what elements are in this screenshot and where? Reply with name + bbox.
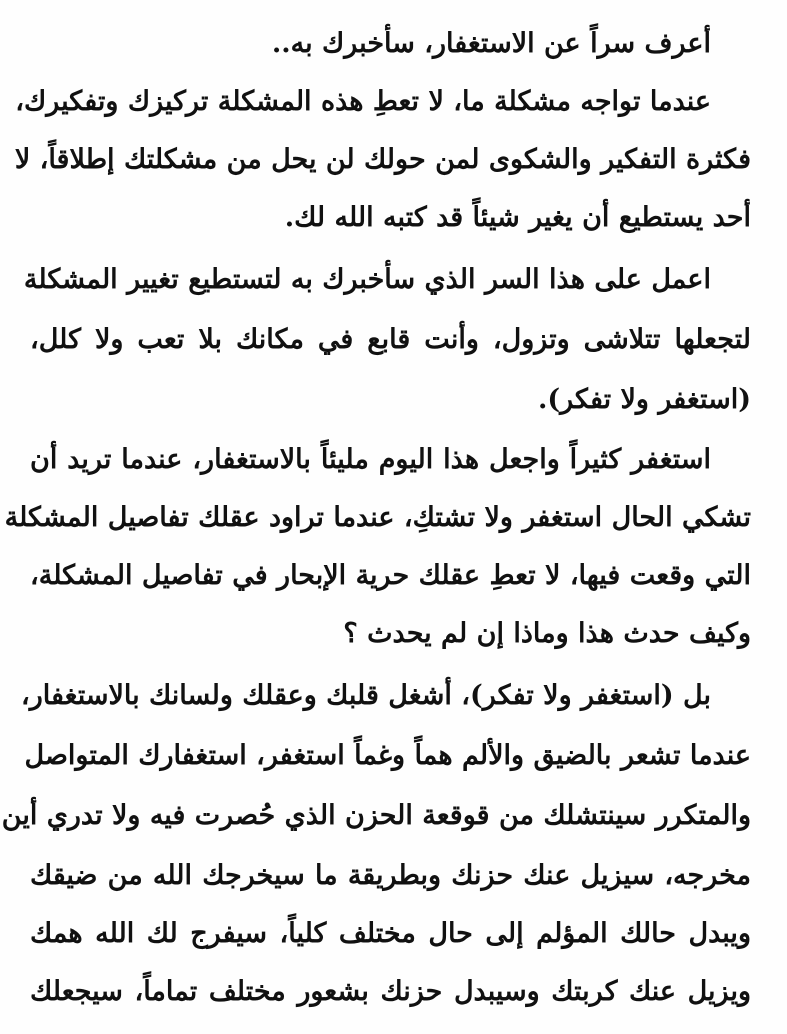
text-line-8: استغفر كثيراً واجعل هذا اليوم مليئاً بالاستغفار، عندما تريد أن xyxy=(30,444,711,475)
text-line-4: أحد يستطيع أن يغير شيئاً قد كتبه الله لك. xyxy=(284,202,751,233)
text-line-15: مخرجه، سيزيل عنك حزنك وبطريقة ما سيخرجك الله من ضيقك xyxy=(30,860,751,891)
text-line-13: عندما تشعر بالضيق والألم هماً وغماً استغفر، استغفارك المتواصل xyxy=(24,740,751,771)
text-line-10: التي وقعت فيها، لا تعطِ عقلك حرية الإبحار في تفاصيل المشكلة، xyxy=(30,560,751,591)
text-line-16: ويبدل حالك المؤلم إلى حال مختلف كلياً، سيفرج لك الله همك xyxy=(30,918,751,949)
text-line-6: لتجعلها تتلاشى وتزول، وأنت قابع في مكانك بلا تعب ولا كلل، xyxy=(30,324,751,355)
text-line-3: فكثرة التفكير والشكوى لمن حولك لن يحل من مشكلتك إطلاقاً، لا xyxy=(14,144,751,175)
text-line-2: عندما تواجه مشكلة ما، لا تعطِ هذه المشكلة تركيزك وتفكيرك، xyxy=(15,86,711,117)
text-line-11: وكيف حدث هذا وماذا إن لم يحدث ؟ xyxy=(343,618,751,649)
text-line-7: (استغفر ولا تفكر). xyxy=(537,384,751,415)
text-line-5: اعمل على هذا السر الذي سأخبرك به لتستطيع تغيير المشكلة xyxy=(23,264,711,295)
text-line-12: بل (استغفر ولا تفكر)، أشغل قلبك وعقلك ولسانك بالاستغفار، xyxy=(21,680,711,711)
text-line-14: والمتكرر سينتشلك من قوقعة الحزن الذي حُصرت فيه ولا تدري أين xyxy=(1,800,751,831)
text-line-17: ويزيل عنك كربتك وسيبدل حزنك بشعور مختلف تماماً، سيجعلك xyxy=(30,976,751,1007)
text-line-1: أعرف سراً عن الاستغفار، سأخبرك به.. xyxy=(271,28,711,59)
text-line-9: تشكي الحال استغفر ولا تشتكِ، عندما تراود عقلك تفاصيل المشكلة xyxy=(4,502,751,533)
